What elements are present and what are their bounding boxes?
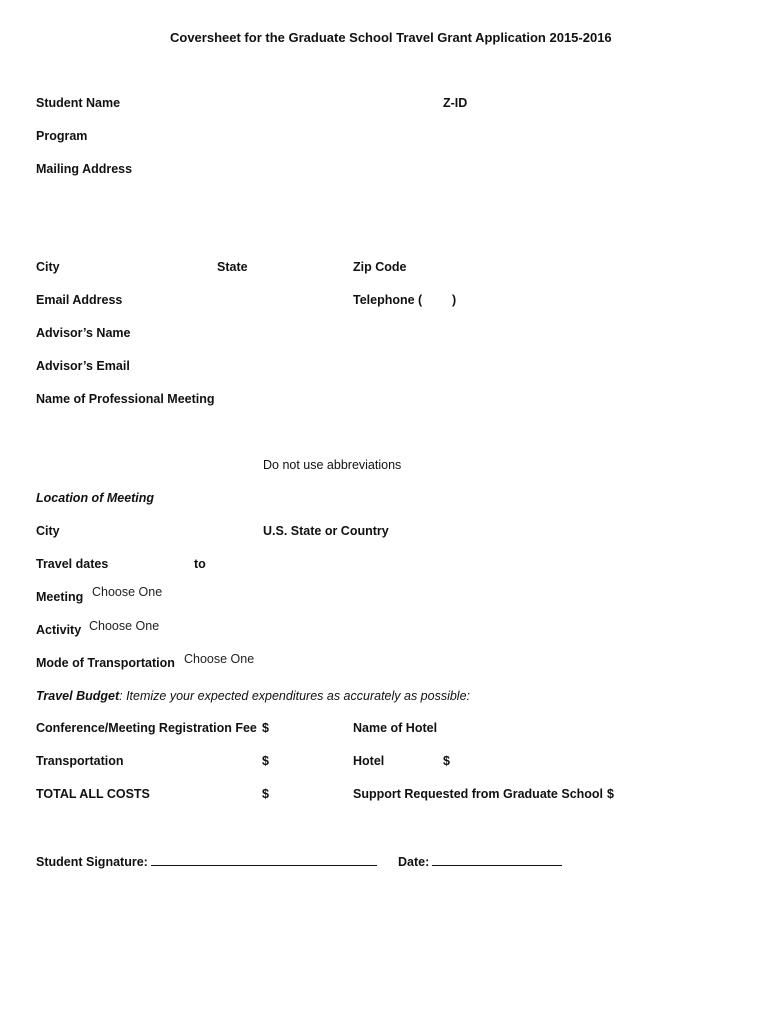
meeting-city-label: City bbox=[36, 524, 60, 538]
zip-code-label: Zip Code bbox=[353, 260, 407, 274]
student-signature-label: Student Signature: bbox=[36, 855, 148, 869]
travel-dates-label: Travel dates bbox=[36, 557, 109, 571]
city-label: City bbox=[36, 260, 60, 274]
program-label: Program bbox=[36, 129, 88, 143]
travel-budget-heading bbox=[36, 690, 470, 703]
hotel-name-label: Name of Hotel bbox=[353, 721, 438, 735]
travel-budget-heading-bold: Travel Budget bbox=[36, 689, 120, 703]
transportation-dropdown[interactable]: Choose One bbox=[184, 652, 255, 666]
abbreviation-note: Do not use abbreviations bbox=[263, 458, 402, 472]
signature-date bbox=[398, 853, 562, 869]
transportation-mode-label: Mode of Transportation bbox=[36, 656, 175, 670]
meeting-dropdown[interactable]: Choose One bbox=[92, 585, 163, 599]
travel-budget-heading-rest: : Itemize your expected expenditures as accurately as possible: bbox=[119, 689, 471, 703]
transportation-dollar: $ bbox=[262, 754, 269, 768]
activity-dropdown[interactable]: Choose One bbox=[89, 619, 160, 633]
telephone-label: Telephone ( bbox=[353, 293, 423, 307]
mailing-address-label: Mailing Address bbox=[36, 162, 133, 176]
travel-dates-to: to bbox=[194, 557, 206, 571]
email-address-label: Email Address bbox=[36, 293, 123, 307]
registration-fee-dollar: $ bbox=[262, 721, 269, 735]
student-name-label: Student Name bbox=[36, 96, 121, 110]
hotel-cost-label: Hotel bbox=[353, 754, 385, 768]
student-signature bbox=[36, 853, 377, 869]
transportation-cost-label: Transportation bbox=[36, 754, 124, 768]
zid-label: Z-ID bbox=[443, 96, 468, 110]
date-line[interactable] bbox=[432, 853, 562, 866]
advisor-name-label: Advisor’s Name bbox=[36, 326, 131, 340]
activity-select-label: Activity bbox=[36, 623, 82, 637]
professional-meeting-label: Name of Professional Meeting bbox=[36, 392, 215, 406]
total-dollar: $ bbox=[262, 787, 269, 801]
registration-fee-label: Conference/Meeting Registration Fee bbox=[36, 721, 257, 735]
telephone-close-paren: ) bbox=[452, 293, 457, 307]
state-label: State bbox=[217, 260, 248, 274]
hotel-dollar: $ bbox=[443, 754, 450, 768]
location-heading: Location of Meeting bbox=[36, 491, 155, 505]
support-requested-label: Support Requested from Graduate School bbox=[353, 787, 604, 801]
meeting-select-label: Meeting bbox=[36, 590, 84, 604]
signature-line[interactable] bbox=[151, 853, 377, 866]
date-label: Date: bbox=[398, 855, 430, 869]
support-dollar: $ bbox=[607, 787, 614, 801]
total-costs-label: TOTAL ALL COSTS bbox=[36, 787, 150, 801]
state-country-label: U.S. State or Country bbox=[263, 524, 389, 538]
advisor-email-label: Advisor’s Email bbox=[36, 359, 130, 373]
page-title: Coversheet for the Graduate School Travel Grant Application 2015-2016 bbox=[170, 30, 612, 45]
